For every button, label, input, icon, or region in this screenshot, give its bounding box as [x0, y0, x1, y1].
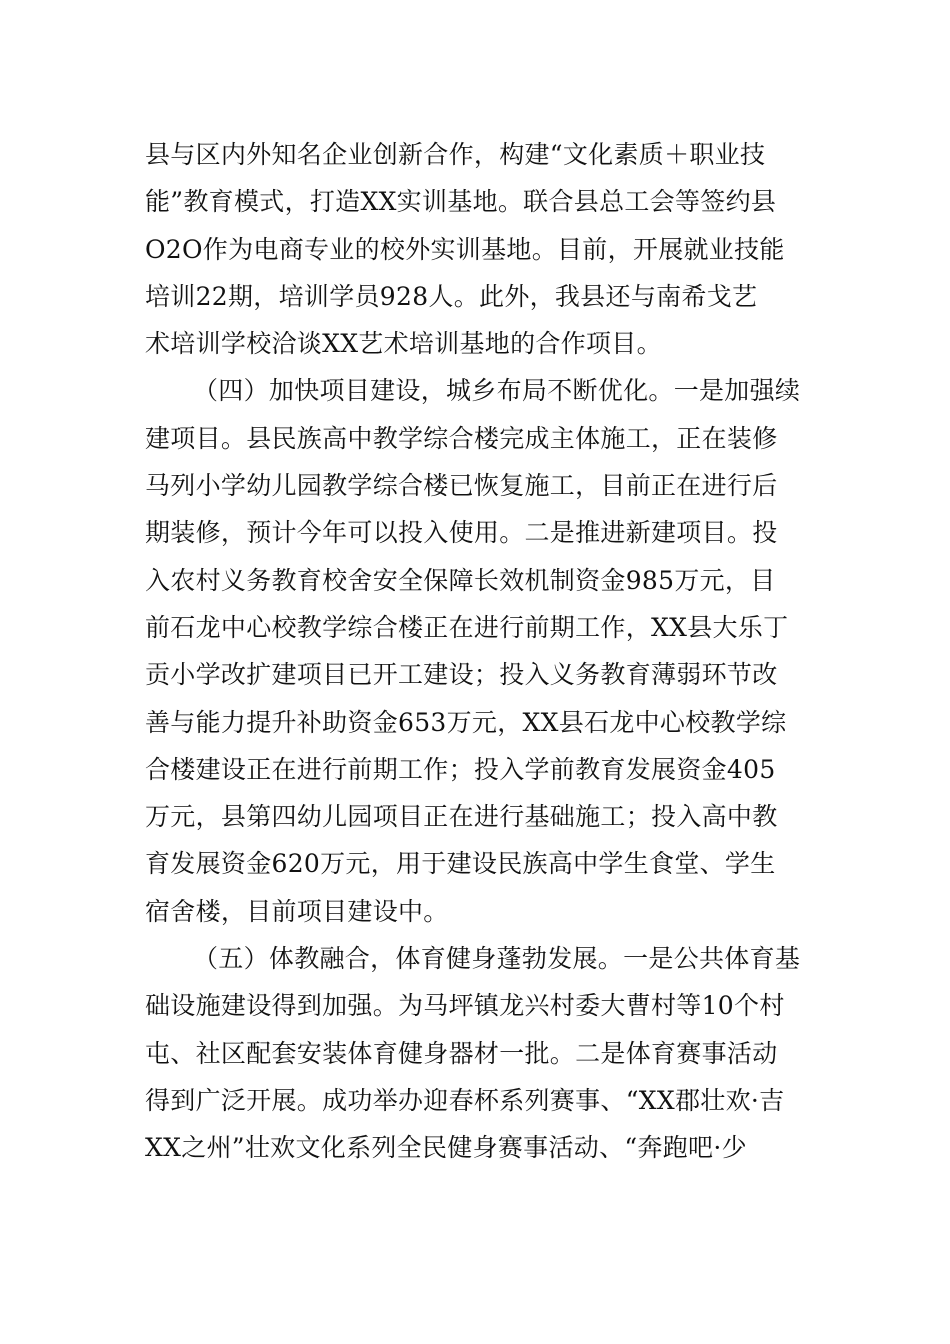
paragraph-line: 前石龙中心校教学综合楼正在进行前期工作，XX县大乐丁	[145, 612, 789, 642]
paragraph-line: 合楼建设正在进行前期工作；投入学前教育发展资金405	[145, 754, 776, 784]
paragraph-line: XX之州”壮欢文化系列全民健身赛事活动、“奔跑吧·少	[145, 1133, 747, 1163]
paragraph-line: 贡小学改扩建项目已开工建设；投入义务教育薄弱环节改	[145, 660, 778, 690]
paragraph-line: 术培训学校洽谈XX艺术培训基地的合作项目。	[145, 329, 662, 359]
paragraph-line: 能”教育模式，打造XX实训基地。联合县总工会等签约县	[145, 187, 777, 217]
paragraph-line: O2O作为电商专业的校外实训基地。目前，开展就业技能	[145, 234, 785, 264]
paragraph-line: 屯、社区配套安装体育健身器材一批。二是体育赛事活动	[145, 1038, 778, 1068]
paragraph-line: 宿舍楼，目前项目建设中。	[145, 896, 449, 926]
paragraph-line: 期装修，预计今年可以投入使用。二是推进新建项目。投	[145, 518, 778, 548]
paragraph-line: 县与区内外知名企业创新合作，构建“文化素质＋职业技	[145, 140, 766, 169]
paragraph-line: 础设施建设得到加强。为马坪镇龙兴村委大曹村等10个村	[145, 991, 785, 1021]
section-four-heading-line: （四）加快项目建设，城乡布局不断优化。一是加强续	[193, 376, 801, 406]
paragraph-line: 马列小学幼儿园教学综合楼已恢复施工，目前正在进行后	[145, 471, 778, 501]
paragraph-line: 善与能力提升补助资金653万元，XX县石龙中心校教学综	[145, 707, 787, 737]
document-body	[145, 131, 810, 1172]
paragraph-line: 入农村义务教育校舍安全保障长效机制资金985万元，目	[145, 565, 776, 595]
section-five-heading-line: （五）体教融合，体育健身蓬勃发展。一是公共体育基	[193, 944, 801, 974]
paragraph-line: 万元，县第四幼儿园项目正在进行基础施工；投入高中教	[145, 802, 778, 832]
paragraph-line: 育发展资金620万元，用于建设民族高中学生食堂、学生	[145, 849, 776, 879]
paragraph-line: 培训22期，培训学员928人。此外，我县还与南希戈艺	[145, 281, 758, 311]
paragraph-line: 建项目。县民族高中教学综合楼完成主体施工，正在装修	[145, 423, 778, 453]
paragraph-line: 得到广泛开展。成功举办迎春杯系列赛事、“XX郡壮欢·吉	[145, 1085, 785, 1115]
